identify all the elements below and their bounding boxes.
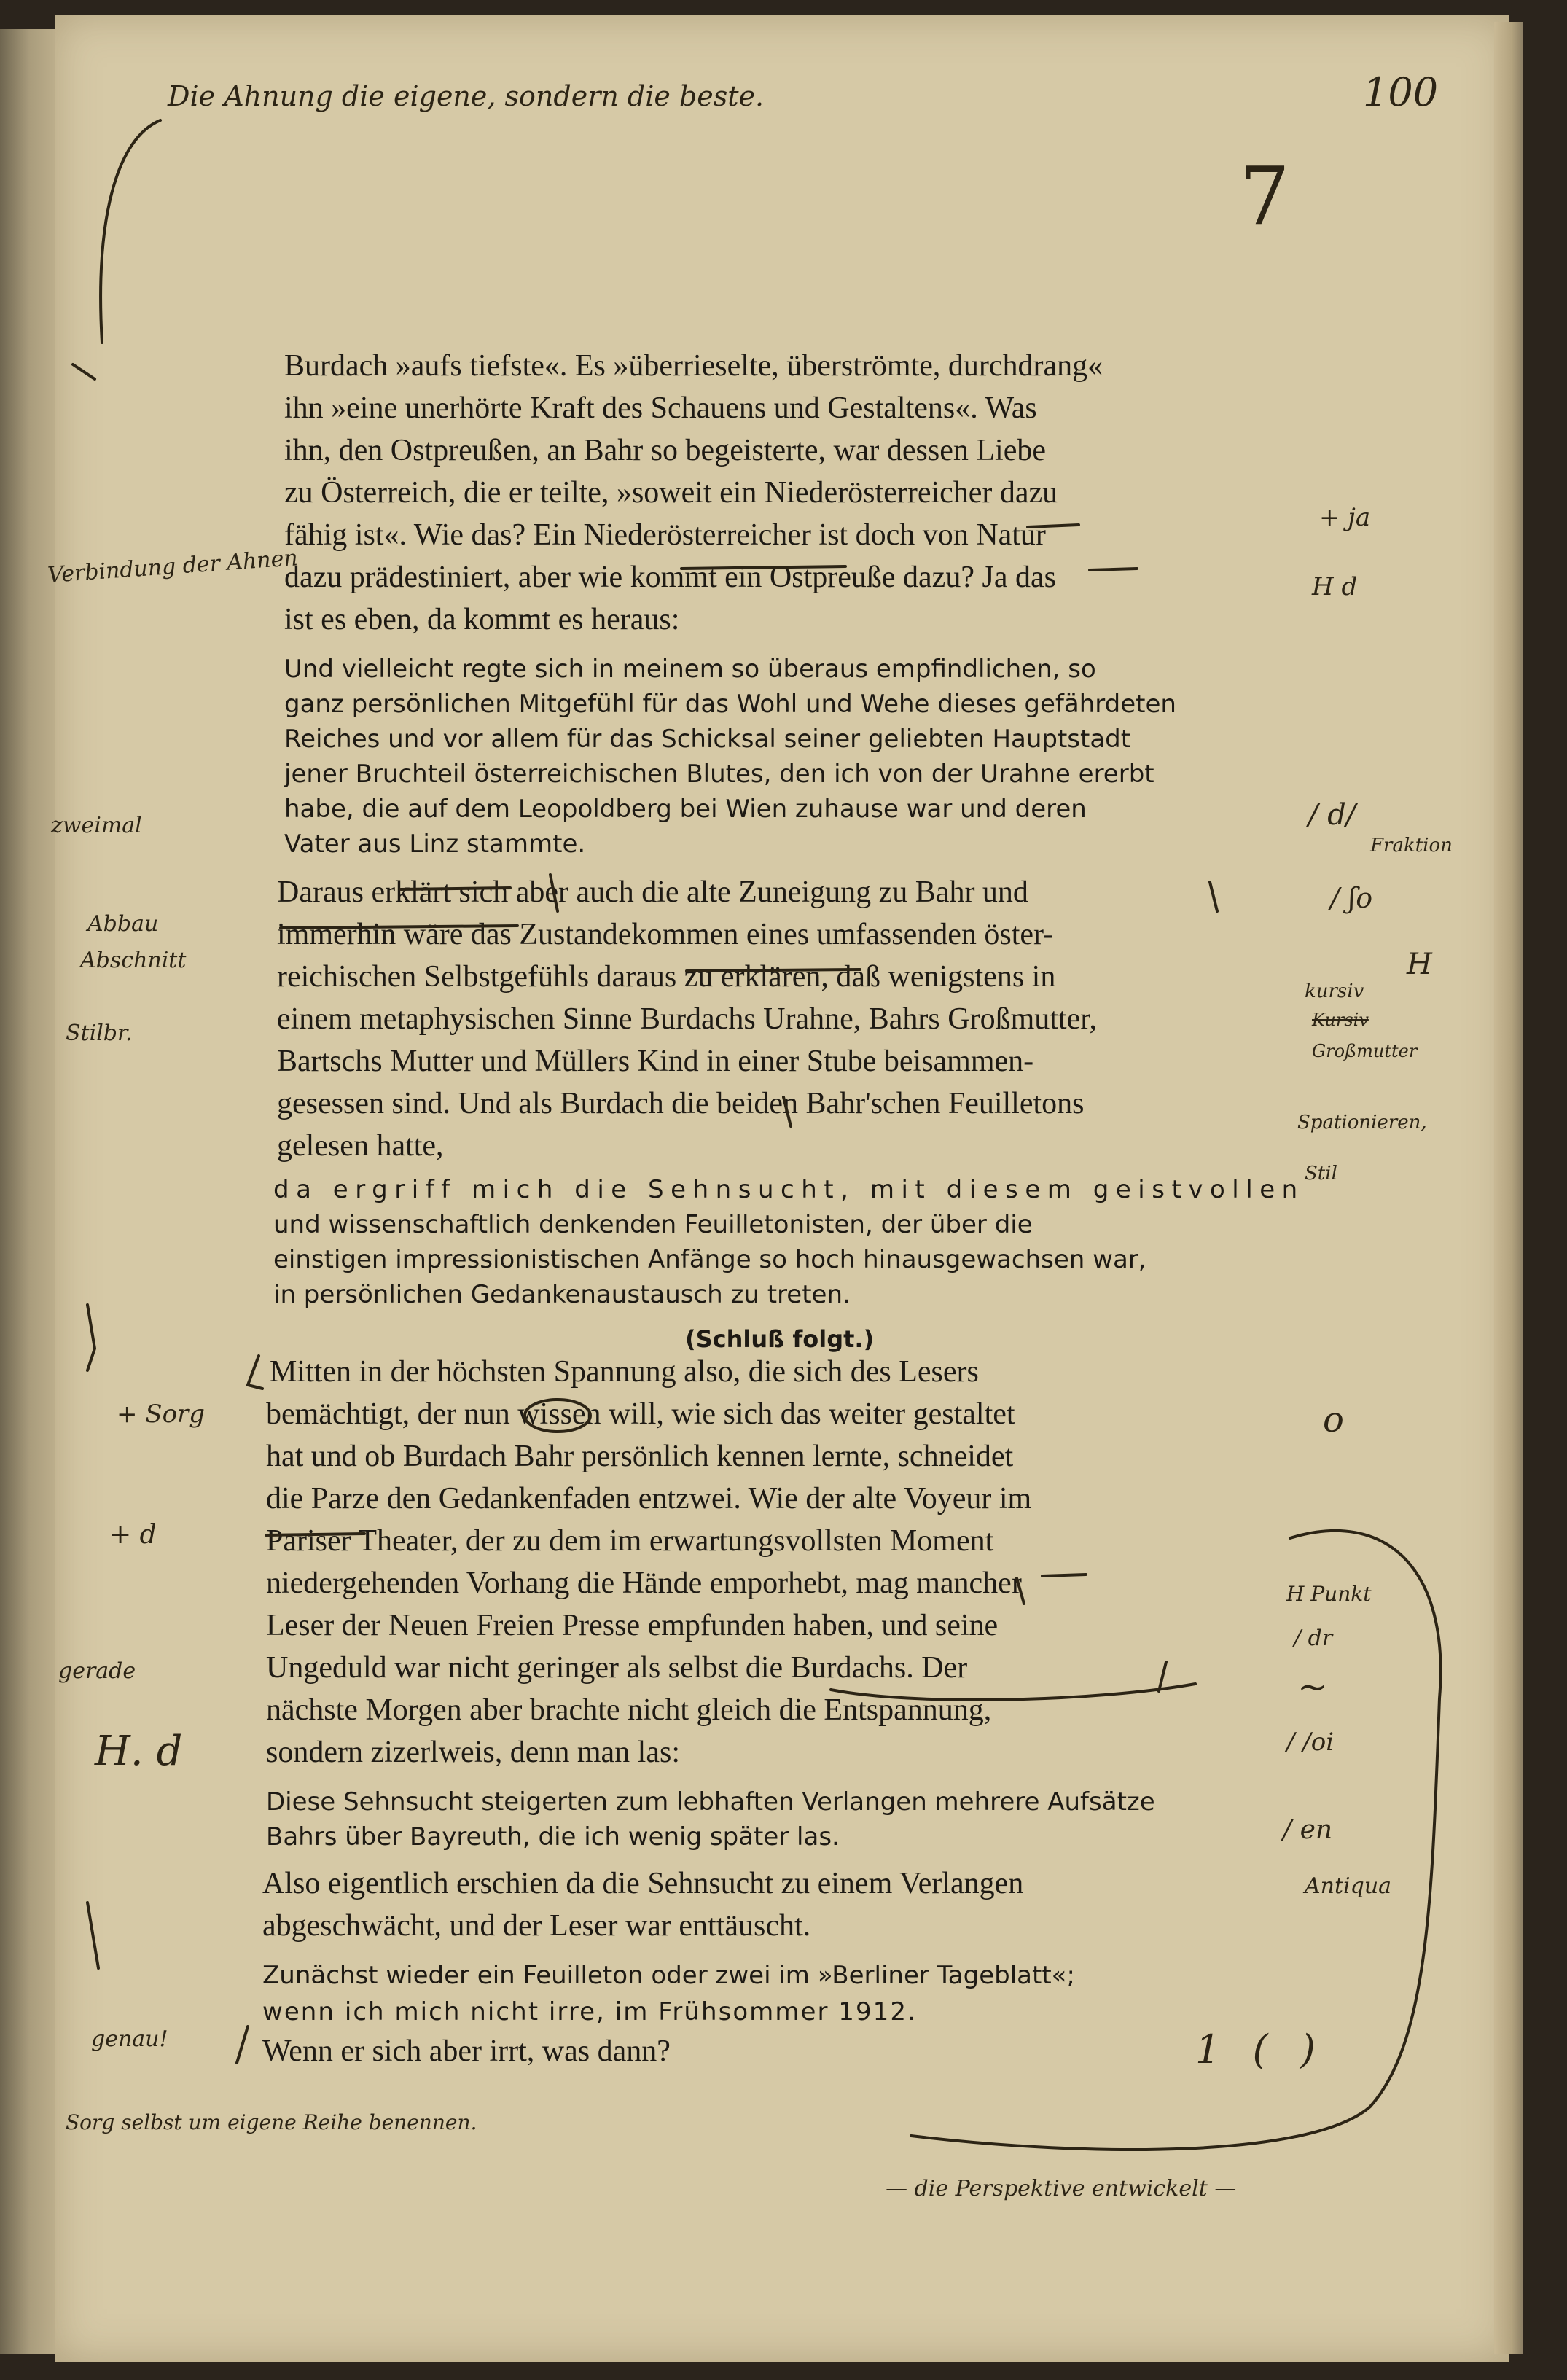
right-margin-note: / /oi: [1286, 1728, 1335, 1757]
left-margin-note: + Sorg: [117, 1400, 206, 1429]
left-margin-note: genau!: [91, 2026, 168, 2052]
body-line: immerhin wäre das Zustandekommen eines umfassenden öster-: [277, 918, 1054, 951]
body-line: bemächtigt, der nun wissen will, wie sich das weiter gestaltet: [266, 1397, 1015, 1431]
body-line: Also eigentlich erschien da die Sehnsucht zu einem Verlangen: [262, 1867, 1024, 1900]
body-line: gelesen hatte,: [277, 1129, 444, 1163]
quote-line: Reiches und vor allem für das Schicksal seiner geliebten Hauptstadt: [284, 725, 1131, 754]
body-line: ihn, den Ostpreußen, an Bahr so begeisterte, war dessen Liebe: [284, 434, 1046, 467]
body-line: niedergehenden Vorhang die Hände emporhebt, mag mancher: [266, 1566, 1022, 1600]
right-margin-note: ~: [1297, 1666, 1328, 1708]
right-margin-note: / d/: [1308, 798, 1356, 832]
left-margin-note: Abschnitt: [80, 948, 187, 973]
right-margin-note: Stil: [1305, 1163, 1337, 1185]
body-line: abgeschwächt, und der Leser war enttäuscht.: [262, 1909, 811, 1943]
body-line: hat und ob Burdach Bahr persönlich kennen lernte, schneidet: [266, 1440, 1014, 1473]
left-margin-note: Verbindung der Ahnen: [47, 545, 299, 588]
body-line: reichischen Selbstgefühls daraus zu erklären, daß wenigstens in: [277, 960, 1056, 994]
quote-line: in persönlichen Gedankenaustausch zu treten.: [273, 1280, 851, 1309]
quote-line: wenn ich mich nicht irre, im Frühsommer 1912.: [262, 1997, 917, 2026]
right-margin-note: H: [1407, 948, 1432, 981]
quote-line: ganz persönlichen Mitgefühl für das Wohl und Wehe dieses gefährdeten: [284, 690, 1176, 719]
right-margin-note: Großmutter: [1312, 1041, 1418, 1061]
right-margin-note: + ja: [1319, 503, 1371, 532]
body-line: Mitten in der höchsten Spannung also, die sich des Lesers: [270, 1355, 979, 1389]
quote-line: Diese Sehnsucht steigerten zum lebhaften Verlangen mehrere Aufsätze: [266, 1787, 1155, 1817]
right-margin-note: Kursiv: [1312, 1010, 1369, 1030]
body-line: Leser der Neuen Freien Presse empfunden haben, und seine: [266, 1609, 999, 1642]
right-margin-note: H d: [1312, 572, 1358, 601]
quote-line: und wissenschaftlich denkenden Feuilletonisten, der über die: [273, 1210, 1033, 1239]
body-line: Daraus erklärt sich aber auch die alte Zuneigung zu Bahr und: [277, 875, 1028, 909]
right-margin-note: H Punkt: [1286, 1582, 1372, 1606]
right-margin-note: / en: [1283, 1815, 1333, 1845]
top-handwritten-note: Die Ahnung die eigene, sondern die beste.: [168, 80, 765, 112]
quote-line: Zunächst wieder ein Feuilleton oder zwei im »Berliner Tageblatt«;: [262, 1961, 1075, 1990]
right-margin-note: Spationieren,: [1297, 1112, 1427, 1134]
body-line: sondern zizerlweis, denn man las:: [266, 1736, 680, 1769]
left-margin-note: zweimal: [51, 813, 142, 838]
body-line: Pariser Theater, der zu dem im erwartungsvollsten Moment: [266, 1524, 994, 1558]
body-line: Burdach »aufs tiefste«. Es »überrieselte, überströmte, durchdrang«: [284, 349, 1103, 383]
left-margin-note: H. d: [95, 1728, 183, 1775]
body-line: nächste Morgen aber brachte nicht gleich die Entspannung,: [266, 1693, 992, 1727]
body-line: Ungeduld war nicht geringer als selbst die Burdachs. Der: [266, 1651, 968, 1685]
quote-line: da ergriff mich die Sehnsucht, mit diesem geistvollen: [273, 1175, 1305, 1204]
left-margin-note: Sorg selbst um eigene Reihe benennen.: [66, 2110, 477, 2134]
final-line: Wenn er sich aber irrt, was dann?: [262, 2034, 671, 2068]
right-margin-note: / dr: [1294, 1626, 1333, 1651]
right-margin-note: kursiv: [1305, 980, 1364, 1002]
encircling-curve-stroke: [911, 1531, 1441, 2150]
body-line: gesessen sind. Und als Burdach die beiden Bahr'schen Feuilletons: [277, 1087, 1085, 1120]
body-line: einem metaphysischen Sinne Burdachs Urahne, Bahrs Großmutter,: [277, 1002, 1098, 1036]
left-margin-note: gerade: [58, 1658, 136, 1684]
quote-line: Bahrs über Bayreuth, die ich wenig später las.: [266, 1822, 840, 1852]
margin-bracket-stroke: [101, 120, 160, 343]
body-line: ist es eben, da kommt es heraus:: [284, 603, 680, 636]
body-line: zu Österreich, die er teilte, »soweit ein Niederösterreicher dazu: [284, 476, 1058, 510]
left-margin-note: Abbau: [87, 911, 159, 937]
right-margin-note: o: [1323, 1400, 1344, 1440]
quote-line: jener Bruchteil österreichischen Blutes, den ich von der Urahne ererbt: [284, 760, 1154, 789]
body-line: ihn »eine unerhörte Kraft des Schauens und Gestaltens«. Was: [284, 391, 1037, 425]
right-margin-note: Antiqua: [1305, 1873, 1392, 1899]
left-margin-note: Stilbr.: [66, 1021, 133, 1046]
quote-line: einstigen impressionistischen Anfänge so hoch hinausgewachsen war,: [273, 1245, 1146, 1274]
bottom-handwritten-note: — die Perspektive entwickelt —: [886, 2176, 1237, 2201]
body-line: Bartschs Mutter und Müllers Kind in einer Stube beisammen-: [277, 1045, 1034, 1078]
schluss-folgt: (Schluß folgt.): [685, 1325, 875, 1353]
right-margin-note: Fraktion: [1370, 835, 1453, 857]
quote-line: Und vielleicht regte sich in meinem so überaus empfindlichen, so: [284, 655, 1096, 684]
right-margin-note: / ʃo: [1330, 882, 1373, 914]
page-number: 100: [1363, 69, 1439, 115]
folio-mark: 7: [1239, 149, 1290, 243]
body-line: fähig ist«. Wie das? Ein Niederösterreicher ist doch von Natur: [284, 518, 1046, 552]
quote-line: habe, die auf dem Leopoldberg bei Wien zuhause war und deren: [284, 795, 1087, 824]
body-line: dazu prädestiniert, aber wie kommt ein Ostpreuße dazu? Ja das: [284, 561, 1056, 594]
right-margin-note: 1 ( ): [1195, 2026, 1326, 2072]
body-line: die Parze den Gedankenfaden entzwei. Wie der alte Voyeur im: [266, 1482, 1032, 1515]
quote-line: Vater aus Linz stammte.: [284, 830, 586, 859]
left-margin-note: + d: [109, 1520, 157, 1550]
